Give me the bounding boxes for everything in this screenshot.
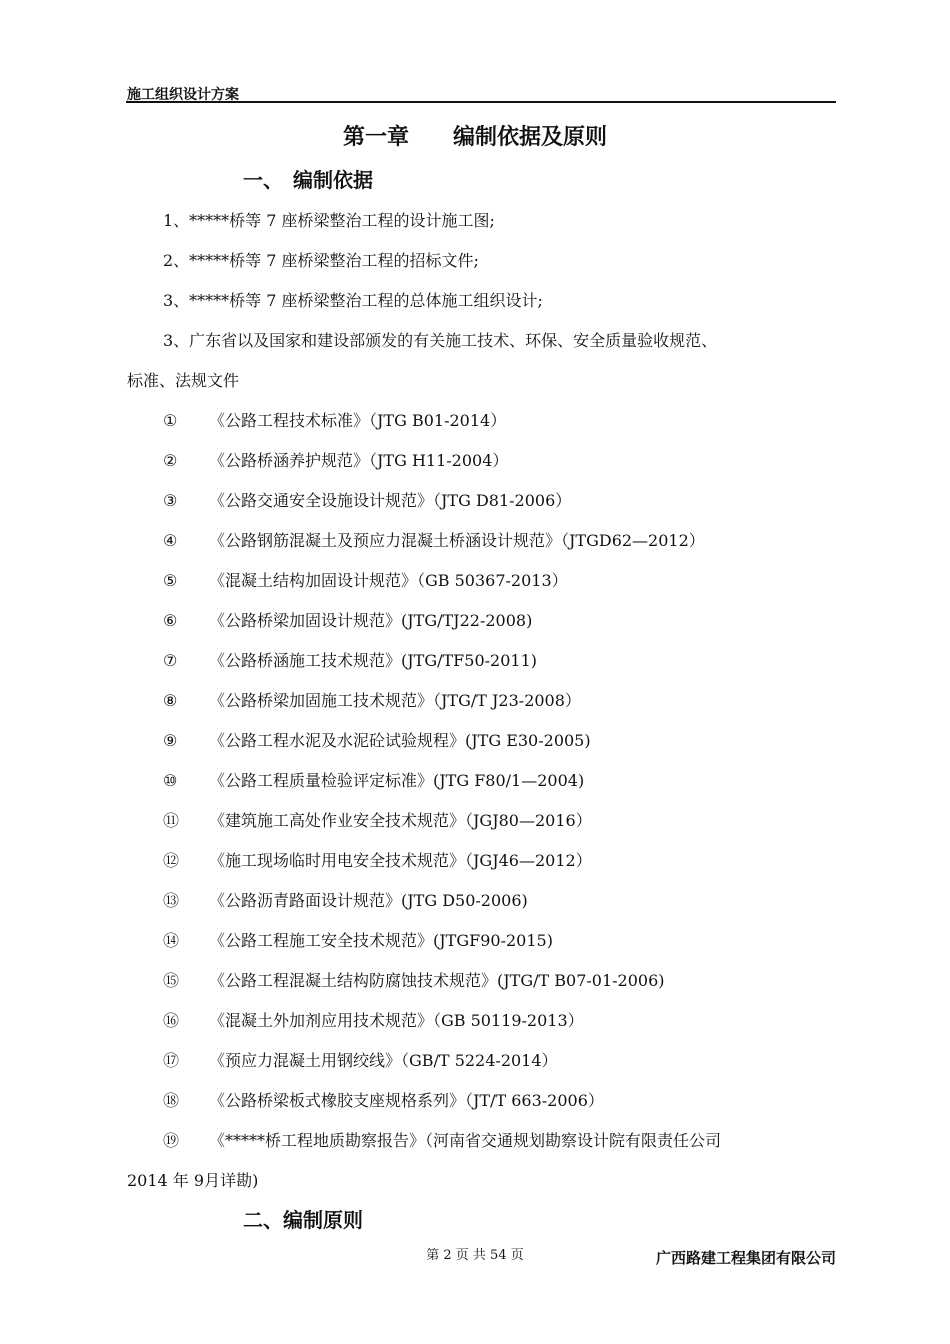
- basis-item-4-continuation: 标准、法规文件: [127, 371, 240, 390]
- standard-text: 《公路钢筋混凝土及预应力混凝土桥涵设计规范》（JTGD62—2012）: [209, 531, 705, 550]
- standard-text: 《*****桥工程地质勘察报告》（河南省交通规划勘察设计院有限责任公司: [209, 1131, 722, 1150]
- standard-text: 《混凝土外加剂应用技术规范》（GB 50119-2013）: [209, 1011, 584, 1030]
- standard-number: ⑮: [163, 971, 180, 990]
- standard-number: ⑲: [163, 1131, 180, 1150]
- standard-text: 《公路桥梁加固设计规范》(JTG/TJ22-2008): [209, 611, 533, 630]
- standard-text: 《公路工程水泥及水泥砼试验规程》(JTG E30-2005): [209, 731, 591, 750]
- standard-number: ⑥: [163, 611, 178, 630]
- standard-text: 《公路工程技术标准》（JTG B01-2014）: [209, 411, 507, 430]
- standard-item: [163, 1088, 604, 1111]
- section-heading-basis: 一、 编制依据: [243, 168, 373, 192]
- standard-number: ①: [163, 411, 178, 430]
- standard-text: 《公路工程混凝土结构防腐蚀技术规范》(JTG/T B07-01-2006): [209, 971, 665, 990]
- standard-text: 《混凝土结构加固设计规范》（GB 50367-2013）: [209, 571, 568, 590]
- standard-item: [163, 1128, 721, 1151]
- standard-item: [163, 688, 581, 711]
- standard-item: [163, 1048, 558, 1071]
- standard-number: ⑯: [163, 1011, 180, 1030]
- standard-number: ⑫: [163, 851, 180, 870]
- standard-text: 《公路沥青路面设计规范》(JTG D50-2006): [209, 891, 528, 910]
- standard-text: 《施工现场临时用电安全技术规范》（JGJ46—2012）: [209, 851, 592, 870]
- basis-item-2: 2、*****桥等 7 座桥梁整治工程的招标文件;: [163, 251, 479, 270]
- standard-item: [163, 408, 506, 431]
- standard-item: [163, 528, 705, 551]
- standard-number: ⑱: [163, 1091, 180, 1110]
- document-header-title: 施工组织设计方案: [127, 87, 239, 103]
- basis-item-1: 1、*****桥等 7 座桥梁整治工程的设计施工图;: [163, 211, 495, 230]
- standard-number: ③: [163, 491, 178, 510]
- standard-text: 《公路工程施工安全技术规范》(JTGF90-2015): [209, 931, 553, 950]
- standard-item: [163, 888, 528, 911]
- standard-text: 《公路桥梁板式橡胶支座规格系列》（JT/T 663-2006）: [209, 1091, 604, 1110]
- standard-text: 《公路桥梁加固施工技术规范》（JTG/T J23-2008）: [209, 691, 581, 710]
- header-divider: [126, 101, 836, 103]
- chapter-title: 第一章 编制依据及原则: [342, 125, 607, 150]
- standard-text: 《预应力混凝土用钢绞线》（GB/T 5224-2014）: [209, 1051, 558, 1070]
- standard-text: 《公路桥涵施工技术规范》(JTG/TF50-2011): [209, 651, 538, 670]
- standard-number: ⑦: [163, 651, 178, 670]
- standard-number: ④: [163, 531, 178, 550]
- standard-item: [163, 728, 591, 751]
- basis-item-4: 3、广东省以及国家和建设部颁发的有关施工技术、环保、安全质量验收规范、: [163, 331, 718, 350]
- standard-item: [163, 448, 508, 471]
- standard-item: [163, 968, 665, 991]
- standard-number: ⑰: [163, 1051, 180, 1070]
- standard-item: [163, 1008, 584, 1031]
- company-name: 广西路建工程集团有限公司: [655, 1249, 836, 1267]
- standard-number: ②: [163, 451, 178, 470]
- section-heading-principles: 二、编制原则: [243, 1208, 363, 1232]
- standard-number: ⑤: [163, 571, 178, 590]
- standard-number: ⑩: [163, 771, 178, 790]
- standard-item: [163, 928, 553, 951]
- standard-number: ⑭: [163, 931, 180, 950]
- standard-number: ⑧: [163, 691, 178, 710]
- standard-item: [163, 488, 571, 511]
- standard-text: 《公路交通安全设施设计规范》（JTG D81-2006）: [209, 491, 572, 510]
- standard-text: 《建筑施工高处作业安全技术规范》（JGJ80—2016）: [209, 811, 592, 830]
- standard-item-continuation: 2014 年 9月详勘): [127, 1171, 259, 1190]
- standard-item: [163, 848, 592, 871]
- standard-item: [163, 568, 568, 591]
- standard-item: [163, 648, 537, 671]
- standard-number: ⑪: [163, 811, 180, 830]
- page-number: 第 2 页 共 54 页: [426, 1248, 524, 1263]
- standard-item: [163, 808, 592, 831]
- standard-text: 《公路工程质量检验评定标准》(JTG F80/1—2004): [209, 771, 585, 790]
- standard-number: ⑨: [163, 731, 178, 750]
- standard-text: 《公路桥涵养护规范》（JTG H11-2004）: [209, 451, 509, 470]
- standard-item: [163, 768, 584, 791]
- standard-item: [163, 608, 532, 631]
- standard-number: ⑬: [163, 891, 180, 910]
- basis-item-3: 3、*****桥等 7 座桥梁整治工程的总体施工组织设计;: [163, 291, 543, 310]
